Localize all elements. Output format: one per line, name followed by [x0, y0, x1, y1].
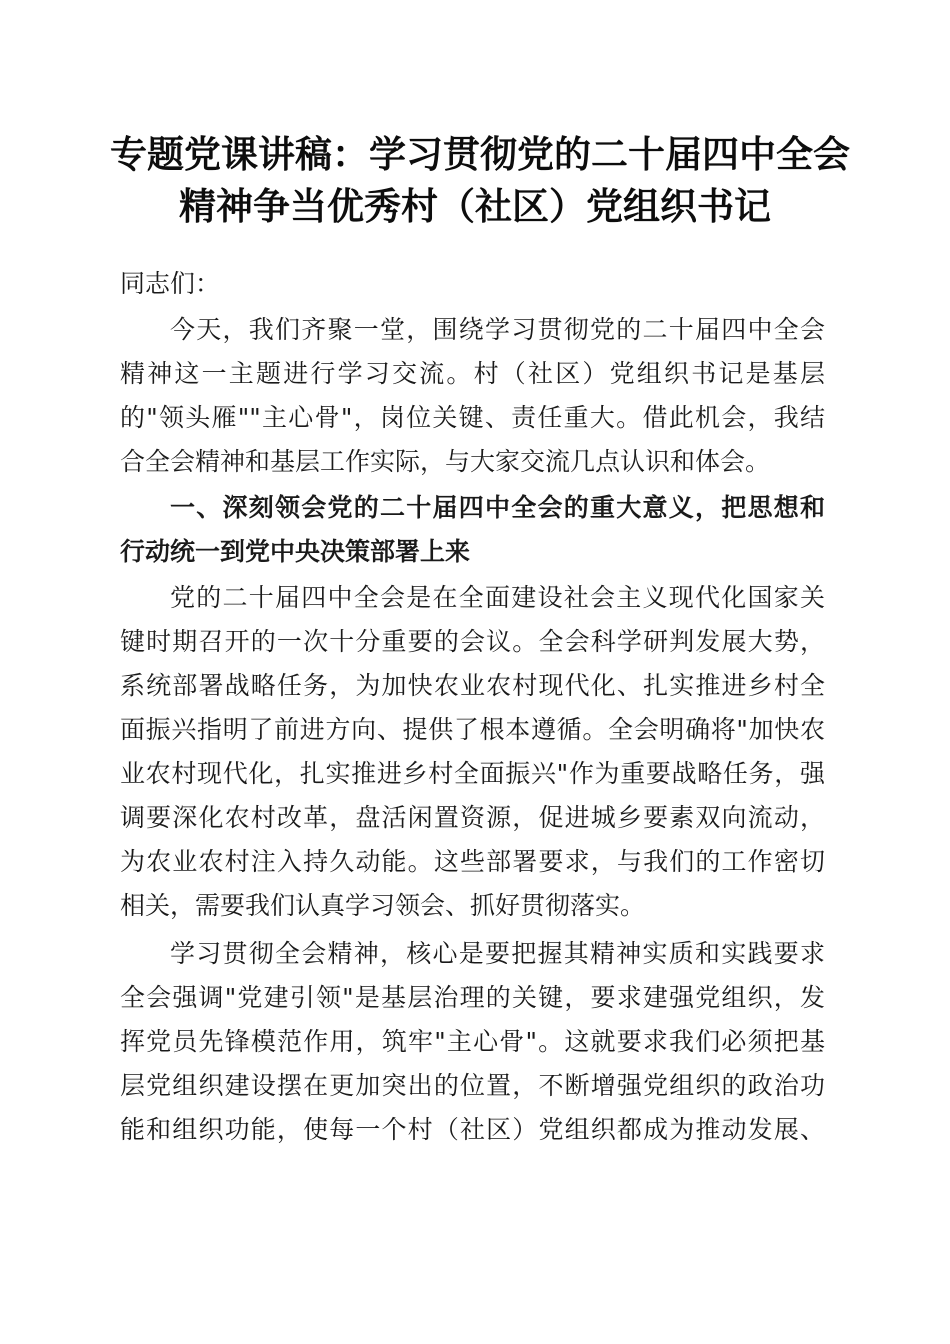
paragraph-line: 今天，我们齐聚一堂，围绕学习贯彻党的二十届四中全会: [170, 315, 825, 344]
paragraph-line: 调要深化农村改革，盘活闲置资源，促进城乡要素双向流动，: [120, 803, 825, 832]
heading-line: 一、深刻领会党的二十届四中全会的重大意义，把思想和: [170, 493, 825, 522]
paragraph-line: 键时期召开的一次十分重要的会议。全会科学研判发展大势，: [120, 627, 825, 656]
paragraph-line: 相关，需要我们认真学习领会、抓好贯彻落实。: [120, 891, 646, 920]
paragraph-line: 面振兴指明了前进方向、提供了根本遵循。全会明确将"加快农: [120, 715, 825, 744]
paragraph-line: 挥党员先锋模范作用，筑牢"主心骨"。这就要求我们必须把基: [120, 1027, 825, 1056]
paragraph-line: 全会强调"党建引领"是基层治理的关键，要求建强党组织，发: [120, 983, 825, 1012]
paragraph-opening: [120, 308, 825, 484]
paragraph-line: 层党组织建设摆在更加突出的位置，不断增强党组织的政治功: [120, 1071, 825, 1100]
salutation: 同志们：: [120, 269, 221, 298]
section-heading-1: [120, 486, 825, 574]
paragraph-line: 能和组织功能，使每一个村（社区）党组织都成为推动发展、: [120, 1115, 825, 1144]
paragraph-line: 合全会精神和基层工作实际，与大家交流几点认识和体会。: [120, 447, 771, 476]
document-title: [110, 128, 850, 232]
document-body: [120, 262, 825, 1152]
paragraph-line: 学习贯彻全会精神，核心是要把握其精神实质和实践要求: [170, 939, 825, 968]
title-line-1: 专题党课讲稿：学习贯彻党的二十届四中全会: [110, 132, 850, 176]
paragraph-line: 系统部署战略任务，为加快农业农村现代化、扎实推进乡村全: [120, 671, 825, 700]
title-line-2: 精神争当优秀村（社区）党组织书记: [179, 184, 771, 228]
paragraph-significance: [120, 576, 825, 928]
paragraph-line: 为农业农村注入持久动能。这些部署要求，与我们的工作密切: [120, 847, 825, 876]
paragraph-line: 精神这一主题进行学习交流。村（社区）党组织书记是基层: [120, 359, 825, 388]
paragraph-line: 党的二十届四中全会是在全面建设社会主义现代化国家关: [170, 583, 825, 612]
heading-line: 行动统一到党中央决策部署上来: [120, 537, 471, 566]
paragraph-core-requirements: [120, 932, 825, 1152]
paragraph-line: 业农村现代化，扎实推进乡村全面振兴"作为重要战略任务，强: [120, 759, 825, 788]
paragraph-line: 的"领头雁""主心骨"，岗位关键、责任重大。借此机会，我结: [120, 403, 825, 432]
